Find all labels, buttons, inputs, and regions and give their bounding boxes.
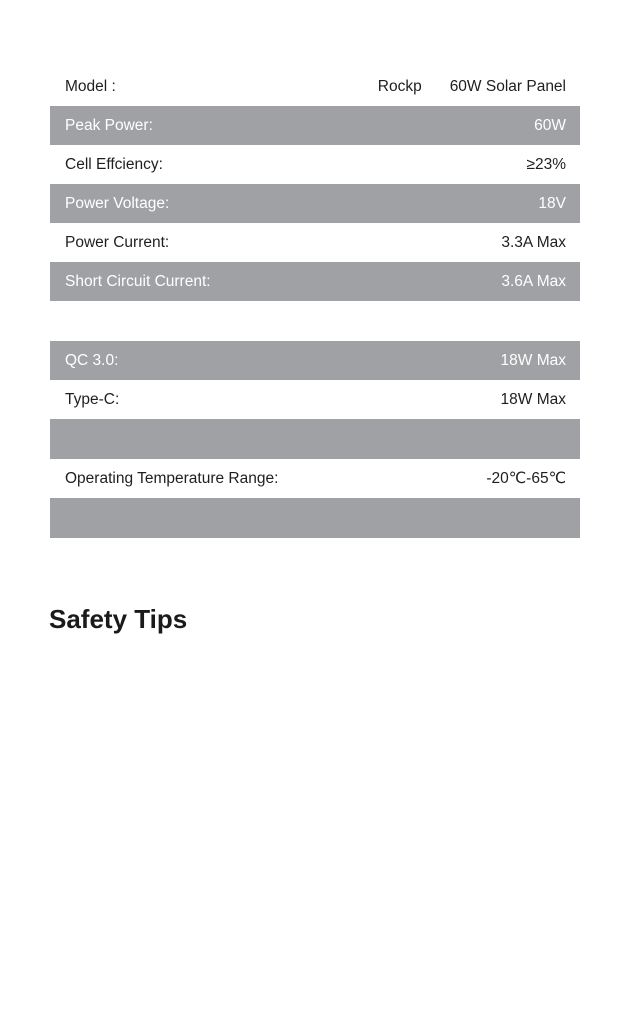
spec-value: 18W Max: [500, 390, 566, 408]
spec-row-power-voltage: [50, 184, 580, 223]
safety-tips-heading: Safety Tips: [49, 604, 188, 634]
spec-row-short-circuit-current: [50, 262, 580, 301]
spec-label: Model :: [65, 77, 116, 95]
spec-label: QC 3.0:: [65, 351, 119, 369]
spec-row-empty: [50, 301, 580, 341]
spec-row-qc3: [50, 341, 580, 380]
spec-value: 3.6A Max: [501, 272, 566, 290]
spec-value: ≥23%: [526, 155, 566, 173]
spec-value: 3.3A Max: [501, 233, 566, 251]
spec-row-type-c: [50, 380, 580, 419]
model-brand: Rockp: [377, 77, 422, 95]
spec-table: [50, 67, 580, 538]
spec-label: Short Circuit Current:: [65, 272, 211, 290]
spec-value: 60W: [534, 116, 566, 134]
spec-row-operating-temperature: [50, 459, 580, 498]
spec-label: Power Voltage:: [65, 194, 170, 212]
spec-label: Power Current:: [65, 233, 170, 251]
spec-label: Peak Power:: [65, 116, 153, 134]
spec-label: Cell Effciency:: [65, 155, 163, 173]
spec-row-power-current: [50, 223, 580, 262]
spec-row-cell-efficiency: [50, 145, 580, 184]
spec-value: -20℃-65℃: [486, 470, 566, 487]
spec-row-peak-power: [50, 106, 580, 145]
spec-value: 18V: [538, 194, 566, 212]
spec-row-model: [50, 67, 580, 106]
spec-value: 18W Max: [500, 351, 566, 369]
spec-row-empty: [50, 498, 580, 538]
spec-label: Type-C:: [65, 390, 120, 408]
spec-row-empty: [50, 419, 580, 459]
model-value: [378, 78, 566, 96]
model-product: 60W Solar Panel: [449, 77, 566, 95]
spec-label: Operating Temperature Range:: [65, 469, 279, 487]
